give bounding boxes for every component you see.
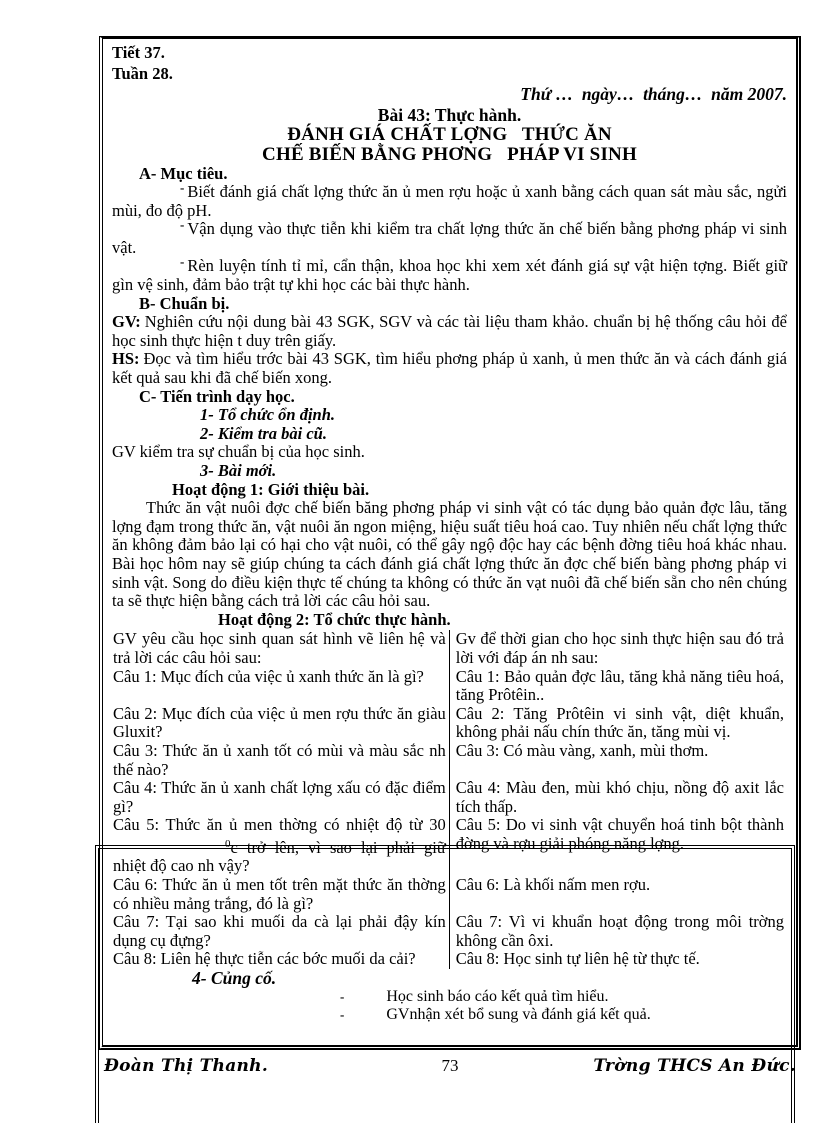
qa-left-question-2: Câu 2: Mục đích của việc ủ men rợu thức ăn giàu Gluxit? <box>112 705 449 742</box>
gv-label: GV: <box>112 312 141 332</box>
qa-left-question-5 <box>112 816 449 876</box>
main-title-line2: CHẾ BIẾN BẰNG PHƠNG PHÁP VI SINH <box>262 143 637 165</box>
closing-bullet-2: - GVnhận xét bổ sung và đánh giá kết quả. <box>340 1005 651 1023</box>
date-line: Thứ … ngày… tháng… năm 2007. <box>520 84 787 104</box>
superscript-zero: 0 <box>225 837 231 850</box>
qa-left-question-7: Câu 7: Tại sao khi muối da cà lại phải đậy kín dụng cụ đựng? <box>112 913 449 950</box>
qa-right-answer-2: Câu 2: Tăng Prôtêin vi sinh vật, diệt khuẩn, không phải nấu chín thức ăn, tăng mùi vị. <box>455 703 784 742</box>
hs-preparation <box>112 350 787 387</box>
qa-row-3 <box>112 742 787 779</box>
closing-bullet-1-text: Học sinh báo cáo kết quả tìm hiểu. <box>386 987 609 1005</box>
qa-right-answer-4: Câu 4: Màu đen, mùi khó chịu, nồng độ axit lắc tích thấp. <box>455 778 784 816</box>
qa-left-intro: GV yêu cầu học sinh quan sát hình vẽ liên hệ và trả lời các câu hỏi sau: <box>112 630 449 667</box>
lesson-subtitle: Bài 43: Thực hành. <box>377 104 522 125</box>
qa-left-question-4: Câu 4: Thức ăn ủ xanh chất lợng xấu có đặc điểm gì? <box>112 779 449 816</box>
section-4-heading: 4- Củng cố. <box>192 968 277 989</box>
objective-bullet-3: - Rèn luyện tính tỉ mỉ, cẩn thận, khoa học khi xem xét đánh giá sự vật hiện tợng. Biết giữ gìn vệ sinh, đảm bảo trật tự khi học các bài thực hành. <box>112 254 787 295</box>
qa-row-2 <box>112 705 787 742</box>
hs-label: HS: <box>112 349 140 369</box>
question-5-text-after: c trở lên, vì sao lại phải giữ nhiệt độ cao nh vậy? <box>113 837 446 876</box>
activity-2-heading: Hoạt động 2: Tổ chức thực hành. <box>218 609 451 629</box>
hs-preparation-text: Đọc và tìm hiểu trớc bài 43 SGK, tìm hiểu phơng pháp ủ xanh, ủ men thức ăn và cách đánh giá kết quả sau khi đã chế biến xong. <box>112 349 787 388</box>
section-b-heading: B- Chuẩn bị. <box>139 293 230 313</box>
qa-right-answer-5: Câu 5: Do vi sinh vật chuyển hoá tinh bột thành đờng và rợu giải phóng năng lợng. <box>455 815 784 853</box>
qa-table <box>112 630 787 969</box>
page-border-frame <box>99 36 801 1050</box>
qa-right-answer-8: Câu 8: Học sinh tự liên hệ từ thực tế. <box>455 949 700 969</box>
page-footer <box>104 1056 796 1076</box>
qa-row-5 <box>112 816 787 876</box>
qa-right-answer-3: Câu 3: Có màu vàng, xanh, mùi thơm. <box>455 740 709 760</box>
step-2-note: GV kiểm tra sự chuẩn bị của học sinh. <box>112 442 365 462</box>
objective-bullet-1-text: Biết đánh giá chất lợng thức ăn ủ men rợu hoặc ủ xanh bằng cách quan sát màu sắc, ngửi mùi, đo độ pH. <box>112 182 787 220</box>
gv-preparation <box>112 313 787 350</box>
qa-row-8 <box>112 950 787 969</box>
qa-row-6 <box>112 876 787 913</box>
week-number: Tuần 28. <box>112 63 173 83</box>
footer-author-name: Đoàn Thị Thanh. <box>104 1056 269 1076</box>
qa-right-answer-1: Câu 1: Bảo quản đợc lâu, tăng khả năng tiêu hoá, tăng Prôtêin.. <box>455 666 784 705</box>
activity-1-heading: Hoạt động 1: Giới thiệu bài. <box>172 479 370 499</box>
step-2: 2- Kiểm tra bài cũ. <box>200 423 327 443</box>
qa-left-question-1: Câu 1: Mục đích của việc ủ xanh thức ăn là gì? <box>112 668 449 705</box>
question-5-text-before: Câu 5: Thức ăn ủ men thờng có nhiệt độ từ 30 <box>113 815 446 835</box>
section-c-heading: C- Tiến trình dạy học. <box>139 386 295 406</box>
step-1: 1- Tổ chức ổn định. <box>200 405 336 425</box>
qa-right-answer-6: Câu 6: Là khối nấm men rợu. <box>455 875 651 895</box>
section-a-heading: A- Mục tiêu. <box>139 163 228 183</box>
qa-right-answer-7: Câu 7: Vì vi khuẩn hoạt động trong môi trờng không cần ôxi. <box>455 912 784 950</box>
gv-preparation-text: Nghiên cứu nội dung bài 43 SGK, SGV và các tài liệu tham khảo. chuẩn bị hệ thống câu hỏi để học sinh thực hiện t duy trên giấy. <box>112 312 787 350</box>
activity-1-paragraph: Thức ăn vật nuôi đợc chế biến băng phơng pháp vi sinh vật có tác dụng bảo quản đợc lâu, tăng lợng đạm trong thức ăn, vật nuôi ăn ngon miệng, hiệu suất tiêu hoá cao. Tuy nhiên nếu chất lợng thức ăn không đảm bảo lại có hại cho vật nuôi, có thể gây ngộ độc hay các bệnh đờng tiêu hoá khác nhau. Bài học hôm nay sẽ giúp chúng ta cách đánh giá chất lợng thức ăn đợc chế biến bàng phơng pháp vi sinh vật. Song do điều kiện thực tế chúng ta không có thức ăn vạt nuôi đã chế biến sẵn cho nên chúng ta sẽ thực hiện bằng cách trả lời các câu hỏi sau. <box>112 498 787 611</box>
footer-page-number: 73 <box>441 1056 459 1075</box>
qa-left-question-8: Câu 8: Liên hệ thực tiễn các bớc muối da cải? <box>112 950 449 969</box>
qa-row-intro <box>112 630 787 667</box>
step-3: 3- Bài mới. <box>200 461 277 480</box>
qa-row-4 <box>112 779 787 816</box>
closing-bullet-2-text: GVnhận xét bổ sung và đánh giá kết quả. <box>386 1005 651 1023</box>
objective-bullet-3-text: Rèn luyện tính tỉ mỉ, cẩn thận, khoa học khi xem xét đánh giá sự vật hiện tợng. Biết giữ gìn vệ sinh, đảm bảo trật tự khi học các bài thực hành. <box>112 256 787 295</box>
qa-left-question-3: Câu 3: Thức ăn ủ xanh tốt có mùi và màu sắc nh thế nào? <box>112 742 449 779</box>
objective-bullet-2: - Vận dụng vào thực tiễn khi kiểm tra chất lợng thức ăn chế biến bằng phơng pháp vi sinh vật. <box>112 217 787 257</box>
objective-bullet-1: - Biết đánh giá chất lợng thức ăn ủ men rợu hoặc ủ xanh bằng cách quan sát màu sắc, ngửi mùi, đo độ pH. <box>112 180 787 220</box>
qa-right-intro: Gv để thời gian cho học sinh thực hiện sau đó trả lời với đáp án nh sau: <box>455 629 784 667</box>
qa-left-question-6: Câu 6: Thức ăn ủ men tốt trên mặt thức ăn thờng có nhiều mảng trắng, đó là gì? <box>112 876 449 913</box>
qa-row-1 <box>112 668 787 705</box>
footer-school-name: Trờng THCS An Đức. <box>593 1056 796 1076</box>
main-title-line1: ĐÁNH GIÁ CHẤT LỢNG THỨC ĂN <box>287 123 612 145</box>
lesson-number: Tiết 37. <box>112 43 165 62</box>
qa-row-7 <box>112 913 787 950</box>
objective-bullet-2-text: Vận dụng vào thực tiễn khi kiểm tra chất lợng thức ăn chế biến bằng phơng pháp vi sinh vật. <box>112 219 787 257</box>
closing-bullet-1: - Học sinh báo cáo kết quả tìm hiểu. <box>340 987 609 1005</box>
